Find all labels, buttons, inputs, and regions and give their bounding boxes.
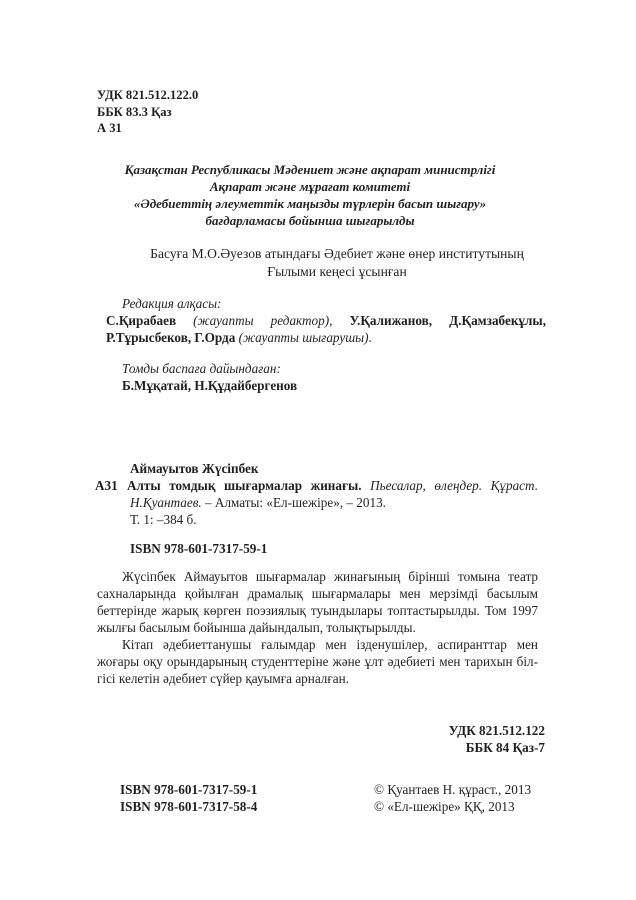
- imprint-text: – Алматы: «Ел-шежіре», – 2013.: [201, 495, 386, 510]
- editor-name: С.Қирабаев: [106, 313, 177, 328]
- editorial-members: Р.Тұрысбеков, Г.Орда: [106, 330, 236, 345]
- recommendation-block: [125, 245, 549, 281]
- isbn-line: ISBN 978-601-7317-59-1: [120, 782, 258, 797]
- annotation-line: жоғары оқу орындарының студенттеріне және ұлт әдебиеті мен тарихын біл-: [97, 654, 538, 669]
- author-sign-code: А 31: [97, 121, 122, 135]
- ministry-line: «Әдебиеттің әлеуметтік маңызды түрлерін басып шығару»: [133, 196, 487, 211]
- recommendation-line: Басуға М.О.Әуезов атындағы Әдебиет және өнер институтының: [150, 246, 524, 261]
- editorial-label: Редакция алқасы:: [122, 296, 222, 311]
- editor-role: (жауапты редактор): [176, 313, 330, 328]
- udk-code-bottom: УДК 821.512.122: [448, 723, 545, 738]
- annotation-line: гісі келетін әдебиет сүйер қауымға арналған.: [97, 671, 349, 686]
- annotation-line: беттерінде жарық көрген поэзиялық туындылары топтастырылды. Том 1997: [97, 603, 538, 618]
- separator: ,: [329, 313, 350, 328]
- copyright-line: © «Ел-шежіре» ҚҚ, 2013: [374, 799, 515, 814]
- copyright-line: © Қуантаев Н. құраст., 2013: [374, 782, 532, 797]
- compiler-name: Н.Қуантаев.: [130, 495, 202, 510]
- udk-code: УДК 821.512.122.0: [97, 88, 199, 102]
- annotation-line: жылғы басылым бойынша дайындалып, толықтырылды.: [97, 620, 416, 635]
- period: .: [368, 330, 372, 345]
- publisher-role: (жауапты шығарушы): [235, 330, 369, 345]
- annotation-line: сахналарында қойылған драмалық шығармалары мен мерзімді басылым: [97, 586, 538, 601]
- annotation-line: Кітап әдебиеттанушы ғалымдар мен ізденушілер, аспиранттар мен: [122, 637, 538, 652]
- editorial-members: У.Қалижанов, Д.Қамзабекұлы,: [349, 313, 547, 328]
- catalog-genre: Пьесалар, өлеңдер. Құраст.: [361, 478, 538, 493]
- catalog-isbn: ISBN 978-601-7317-59-1: [130, 541, 268, 556]
- ministry-line: бағдарламасы бойынша шығарылды: [205, 213, 415, 228]
- isbn-line: ISBN 978-601-7317-58-4: [120, 799, 258, 814]
- annotation-line: Жүсіпбек Аймауытов шығармалар жинағының бірінші томына театр: [122, 569, 538, 584]
- ministry-line: Ақпарат және мұрағат комитеті: [209, 179, 411, 194]
- ministry-block: [90, 161, 530, 229]
- catalog-title: Алты томдық шығармалар жинағы.: [127, 478, 362, 493]
- editorial-line-1: [106, 312, 546, 329]
- annotation: [97, 568, 538, 687]
- catalog-volume: Т. 1: –384 б.: [130, 512, 197, 527]
- catalog-author: Аймауытов Жүсіпбек: [130, 461, 259, 476]
- catalog-imprint: [130, 494, 386, 511]
- bbk-code: ББК 83.3 Қаз: [97, 104, 172, 119]
- prepared-label: Томды баспаға дайындаған:: [122, 361, 281, 376]
- recommendation-line: Ғылыми кеңесі ұсынған: [267, 264, 407, 279]
- catalog-code: А31: [95, 478, 118, 493]
- ministry-line: Қазақстан Республикасы Мәдениет және ақпарат министрлігі: [124, 162, 496, 177]
- catalog-title-line: [127, 477, 538, 494]
- prepared-names: Б.Мұқатай, Н.Құдайбергенов: [122, 378, 298, 393]
- editorial-line-2: [106, 329, 372, 346]
- bbk-code-bottom: ББК 84 Қаз-7: [465, 740, 545, 755]
